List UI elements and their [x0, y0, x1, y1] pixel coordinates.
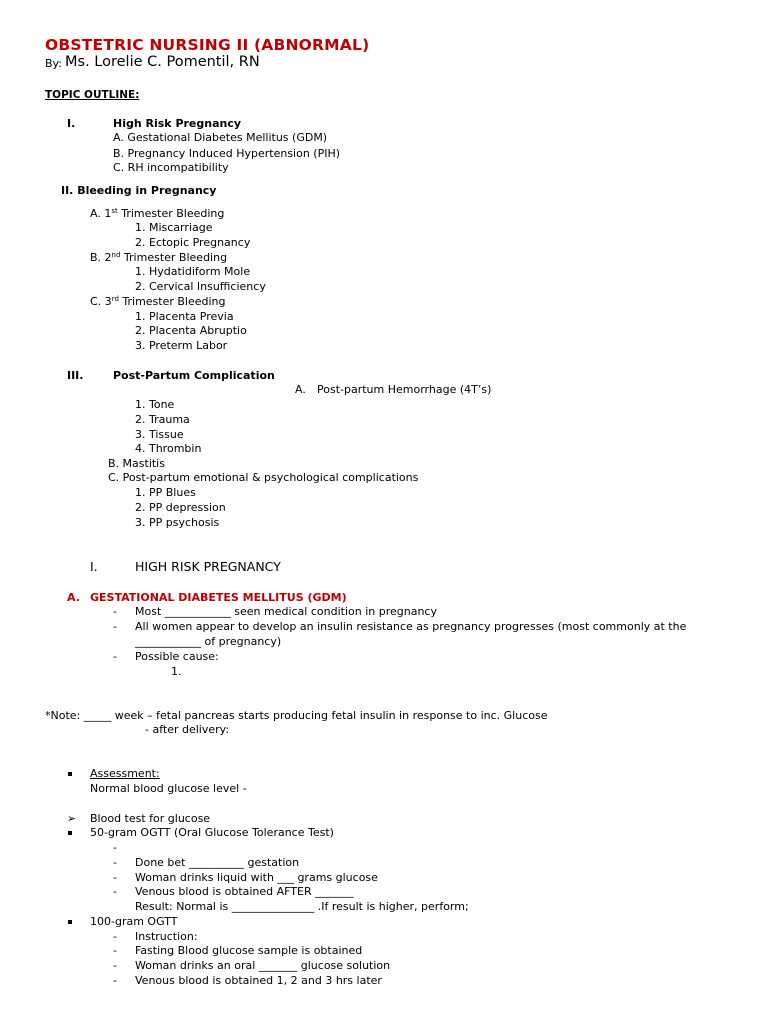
ogtt-100-item: Fasting Blood glucose sample is obtained	[135, 944, 363, 957]
outline-s3-c-item: 1. PP Blues	[135, 486, 196, 499]
section-heading: HIGH RISK PREGNANCY	[135, 559, 281, 574]
outline-s2-c: C. 3rd Trimester Bleeding	[90, 295, 226, 308]
outline-s2-a-item: 1. Miscarriage	[135, 221, 213, 234]
outline-s2-a-item: 2. Ectopic Pregnancy	[135, 236, 251, 249]
ogtt-50-item: Done bet __________ gestation	[135, 856, 300, 869]
author-name: Ms. Lorelie C. Pomentil, RN	[65, 54, 260, 70]
ogtt-100-item: Venous blood is obtained 1, 2 and 3 hrs later	[135, 974, 382, 987]
outline-s2-b-item: 2. Cervical Insufficiency	[135, 280, 266, 293]
dash-bullet: -	[113, 871, 117, 884]
outline-s3-c: C. Post-partum emotional & psychological complications	[108, 471, 419, 484]
assessment-text: Normal blood glucose level -	[90, 782, 247, 795]
gdm-item: Possible cause:	[135, 650, 219, 663]
ogtt-100-heading: 100-gram OGTT	[90, 915, 178, 928]
subsection-heading: GESTATIONAL DIABETES MELLITUS (GDM)	[90, 591, 347, 604]
dash-bullet: -	[113, 885, 117, 898]
outline-s3-a-letter: A.	[295, 383, 306, 396]
dash-bullet: -	[113, 930, 117, 943]
square-bullet-icon	[68, 920, 72, 924]
outline-s3-number: III.	[67, 369, 84, 382]
outline-s2-title: II. Bleeding in Pregnancy	[61, 184, 217, 197]
by-label: By:	[45, 57, 62, 70]
ogtt-50-heading: 50-gram OGTT (Oral Glucose Tolerance Test)	[90, 826, 334, 839]
dash-bullet: -	[113, 650, 117, 663]
outline-s2-c-item: 1. Placenta Previa	[135, 310, 234, 323]
outline-s2-b: B. 2nd Trimester Bleeding	[90, 251, 228, 264]
outline-s3-a-item: 4. Thrombin	[135, 442, 202, 455]
outline-s1-item: A. Gestational Diabetes Mellitus (GDM)	[113, 131, 328, 144]
document-title: OBSTETRIC NURSING II (ABNORMAL)	[45, 36, 370, 54]
dash-bullet: -	[113, 959, 117, 972]
topic-outline-heading: TOPIC OUTLINE:	[45, 89, 140, 101]
ogtt-100-item: Woman drinks an oral _______ glucose solution	[135, 959, 391, 972]
arrow-bullet-icon: ➢	[67, 812, 77, 825]
gdm-item: Most ____________ seen medical condition in pregnancy	[135, 605, 437, 618]
outline-s3-c-item: 3. PP psychosis	[135, 516, 220, 529]
outline-s3-a-item: 2. Trauma	[135, 413, 190, 426]
outline-s2-a: A. 1st Trimester Bleeding	[90, 207, 225, 220]
gdm-subitem: 1.	[171, 665, 182, 678]
outline-s3-a: Post-partum Hemorrhage (4T’s)	[317, 383, 492, 396]
outline-s1-item: B. Pregnancy Induced Hypertension (PIH)	[113, 147, 341, 160]
note-line: - after delivery:	[145, 723, 230, 736]
gdm-item-continued: ____________ of pregnancy)	[135, 635, 282, 648]
dash-bullet: -	[113, 620, 117, 633]
dash-bullet: -	[113, 605, 117, 618]
ogtt-50-result: Result: Normal is _______________ .If result is higher, perform;	[135, 900, 469, 913]
dash-bullet: -	[113, 944, 117, 957]
ogtt-100-item: Instruction:	[135, 930, 198, 943]
square-bullet-icon	[68, 772, 72, 776]
square-bullet-icon	[68, 831, 72, 835]
ogtt-50-item: Woman drinks liquid with ___ grams glucose	[135, 871, 378, 884]
subsection-letter: A.	[67, 591, 80, 604]
outline-s1-title: High Risk Pregnancy	[113, 117, 242, 130]
outline-s3-a-item: 3. Tissue	[135, 428, 184, 441]
outline-s2-c-item: 2. Placenta Abruptio	[135, 324, 247, 337]
outline-s1-item: C. RH incompatibility	[113, 161, 229, 174]
blood-test-label: Blood test for glucose	[90, 812, 211, 825]
dash-bullet: -	[113, 856, 117, 869]
outline-s3-c-item: 2. PP depression	[135, 501, 226, 514]
outline-s3-a-item: 1. Tone	[135, 398, 175, 411]
note-line: *Note: _____ week – fetal pancreas starts producing fetal insulin in response to inc. Glucose	[45, 709, 548, 722]
dash-bullet: -	[113, 841, 117, 854]
outline-s3-title: Post-Partum Complication	[113, 369, 275, 382]
outline-s2-c-item: 3. Preterm Labor	[135, 339, 228, 352]
outline-s3-b: B. Mastitis	[108, 457, 165, 470]
outline-s1-number: I.	[67, 117, 76, 130]
section-number: I.	[90, 559, 98, 574]
dash-bullet: -	[113, 974, 117, 987]
assessment-heading: Assessment:	[90, 767, 160, 780]
outline-s2-b-item: 1. Hydatidiform Mole	[135, 265, 251, 278]
ogtt-50-item: Venous blood is obtained AFTER _______	[135, 885, 354, 898]
gdm-item: All women appear to develop an insulin resistance as pregnancy progresses (most commonly at the	[135, 620, 687, 633]
